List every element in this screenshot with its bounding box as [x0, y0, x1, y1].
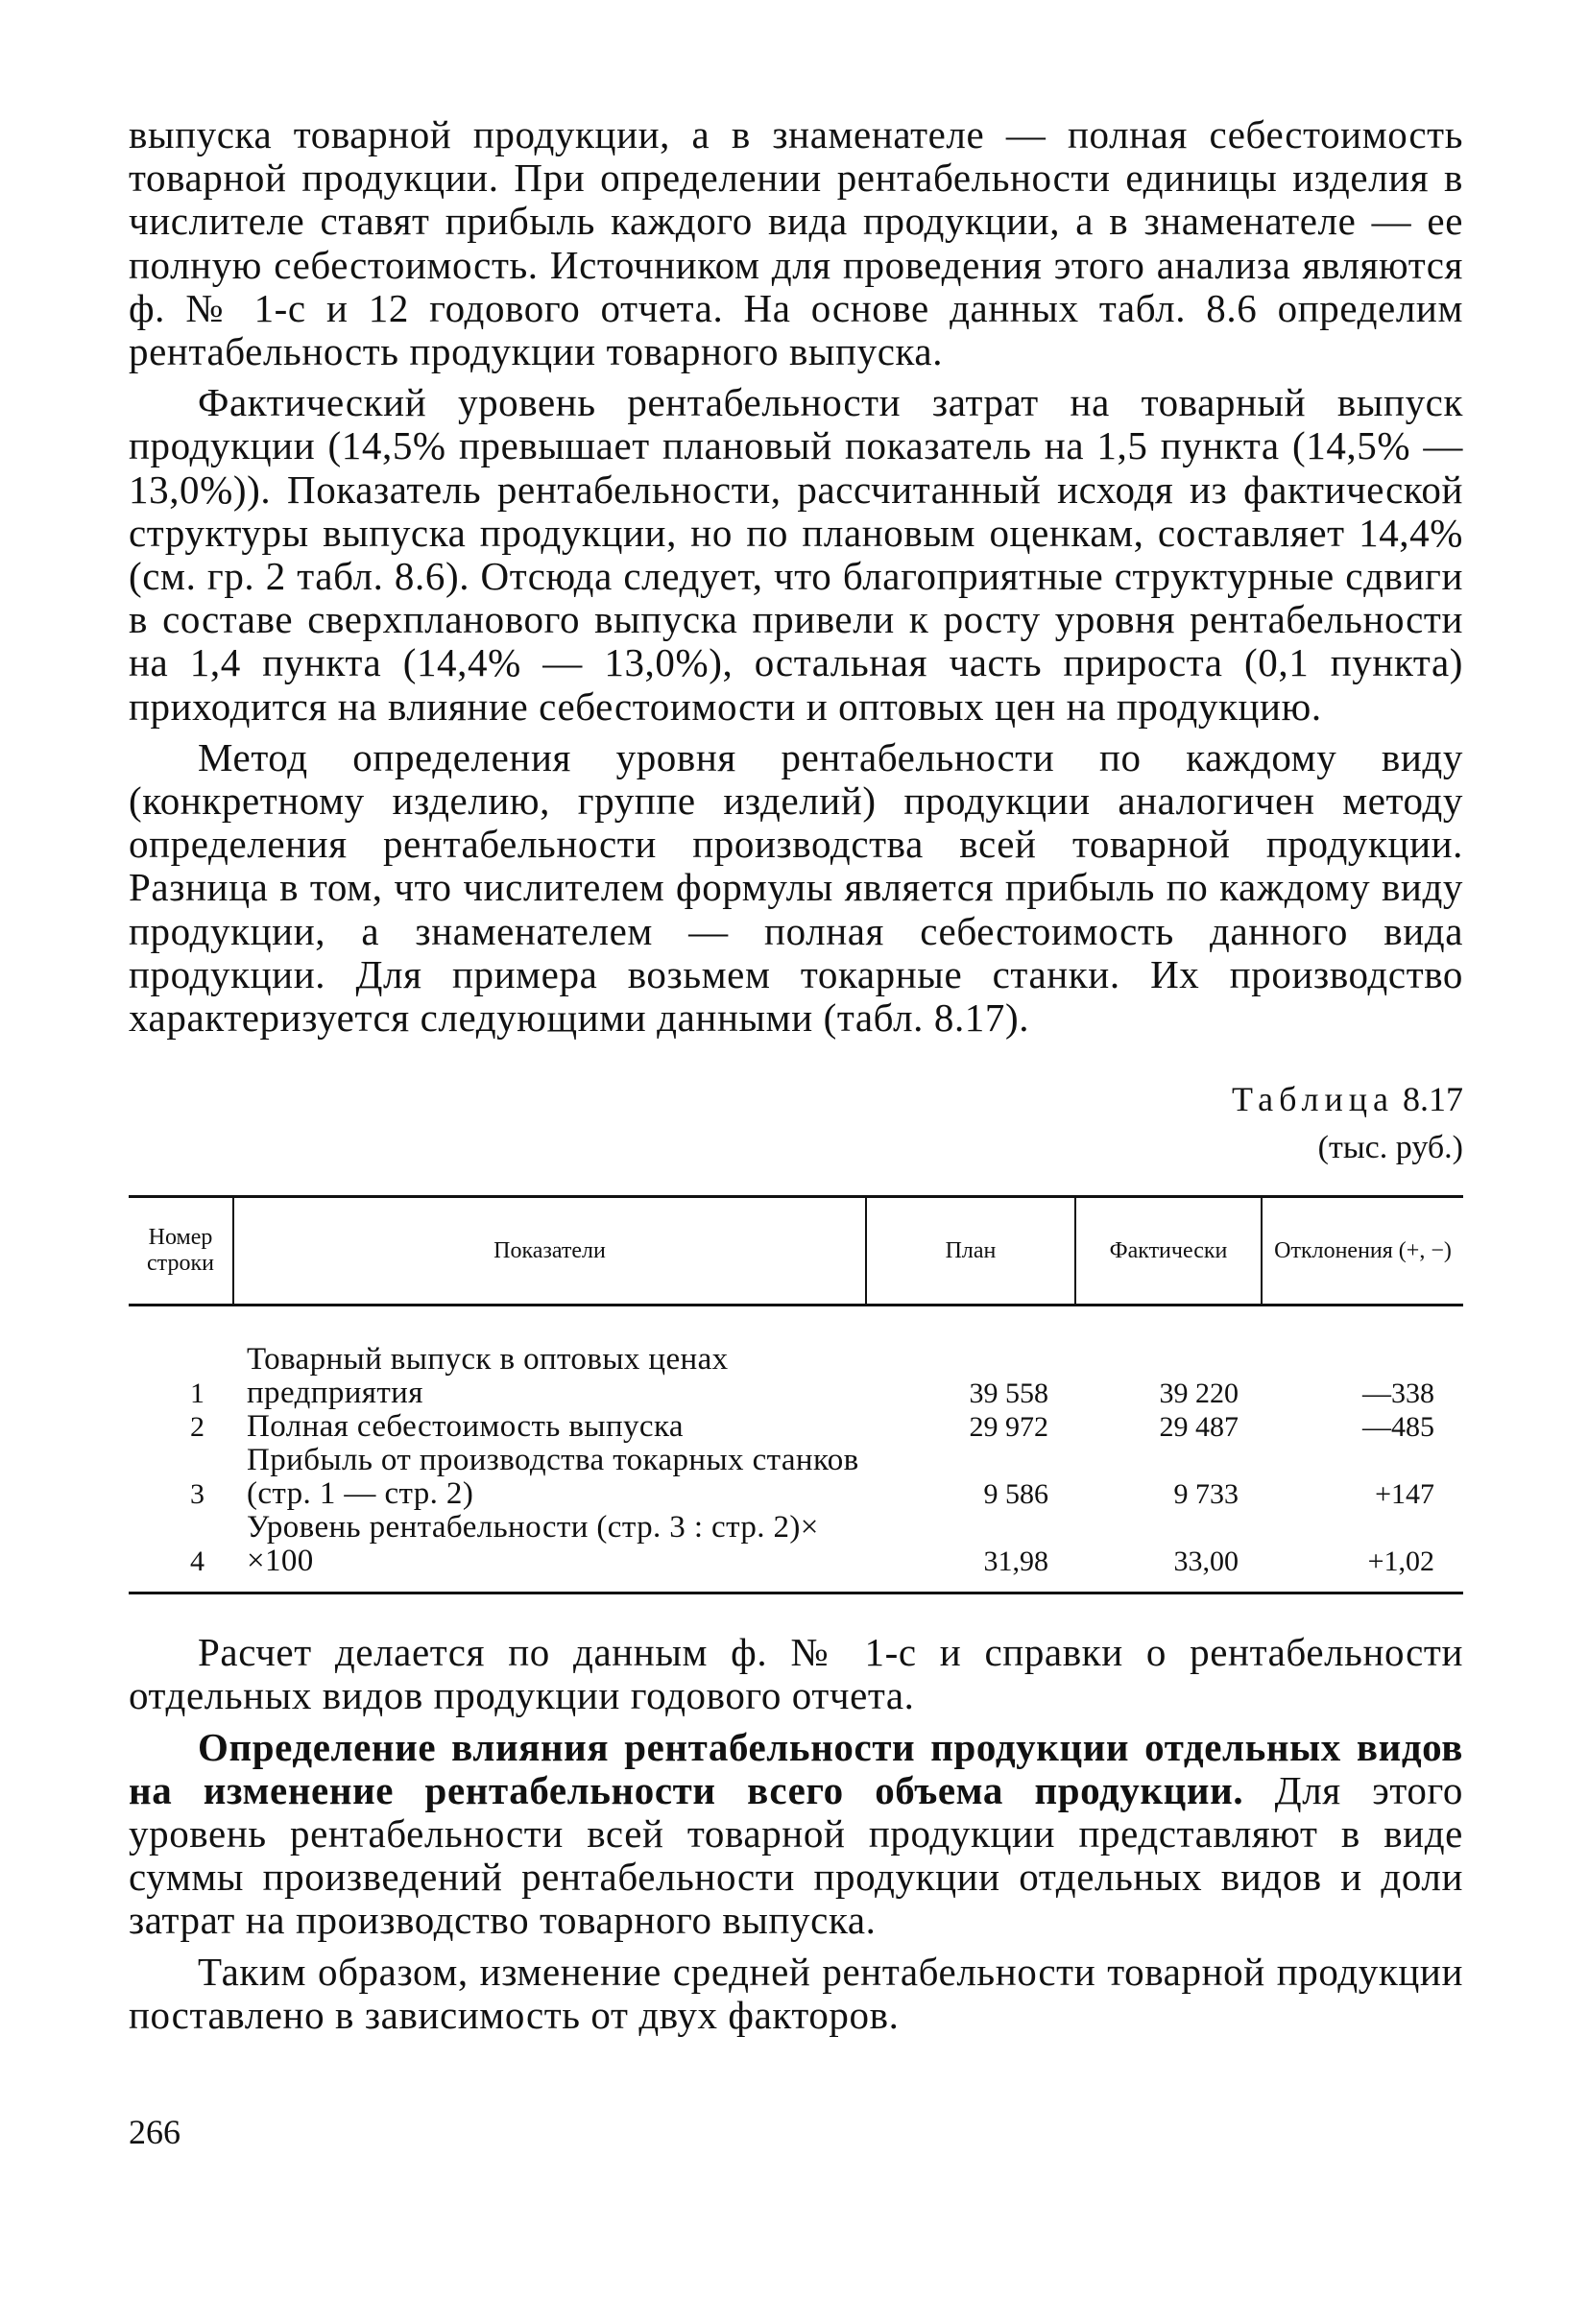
- row-indicator: Товарный выпуск в оптовых ценах предприятия: [247, 1342, 729, 1411]
- row-number: 1: [190, 1378, 205, 1410]
- paragraph-5-heading: Определение влияния рентабельности продукции отдельных видов на изменение рентабельности всего объема продукции.: [129, 1724, 1463, 1812]
- row-number: 3: [190, 1478, 205, 1511]
- header-plan: План: [866, 1197, 1075, 1306]
- row-plan: 29 972: [969, 1411, 1048, 1444]
- paragraph-6: Таким образом, изменение средней рентабельности товарной продукции поставлено в зависимость от двух факторов.: [129, 1949, 1463, 2037]
- row-deviation: —485: [1362, 1411, 1434, 1444]
- header-row-number: Номер строки: [129, 1197, 233, 1306]
- row-plan: 39 558: [969, 1378, 1048, 1410]
- row-plan: 31,98: [866, 1511, 1075, 1593]
- row-actual: 39 220: [1159, 1378, 1239, 1410]
- header-actual: Фактически: [1075, 1197, 1262, 1306]
- table-row: [129, 1511, 1463, 1593]
- table-unit: (тыс. руб.): [1317, 1130, 1463, 1166]
- header-indicators: Показатели: [233, 1197, 866, 1306]
- row-deviation: +147: [1375, 1478, 1434, 1511]
- header-deviation: Отклонения (+, −): [1262, 1197, 1463, 1306]
- row-deviation: +1,02: [1262, 1511, 1463, 1593]
- page-content: [129, 113, 1463, 2037]
- row-number: 4: [129, 1511, 233, 1593]
- row-actual: 9 733: [1173, 1478, 1239, 1511]
- paragraph-5-text: Для этого уровень рентабельности всей товарной продукции представляют в виде суммы произведений рентабельности продукции отдельных видов и доли затрат на производство товарного выпуска.: [129, 1767, 1463, 1943]
- table-row: [129, 1410, 1463, 1444]
- page-number: 266: [129, 2113, 180, 2151]
- paragraph-3: Метод определения уровня рентабельности по каждому виду (конкретному изделию, группе изделий) продукции аналогичен методу определения рентабельности производства всей товарной продукции. Разница в том, что числителем формулы является прибыль по каждому виду продукции, а знаменателем — полная себестоимость данного вида продукции. Для примера возьмем токарные станки. Их производство характеризуется следующими данными (табл. 8.17).: [129, 734, 1463, 1041]
- data-table: [129, 1195, 1463, 1594]
- table-header-row: [129, 1197, 1463, 1306]
- row-deviation: —338: [1362, 1378, 1434, 1410]
- row-actual: 33,00: [1075, 1511, 1262, 1593]
- table-caption-number: 8.17: [1403, 1080, 1463, 1119]
- row-actual: 29 487: [1159, 1411, 1239, 1444]
- row-plan: 9 586: [983, 1478, 1048, 1511]
- row-indicator: Уровень рентабельности (стр. 3 : стр. 2)× ×100: [233, 1511, 866, 1593]
- row-indicator: Полная себестоимость выпуска: [247, 1409, 684, 1445]
- row-indicator: Прибыль от производства токарных станков (стр. 1 — стр. 2): [247, 1443, 859, 1512]
- table-row: [129, 1444, 1463, 1511]
- table-caption: [129, 1078, 1463, 1120]
- paragraph-1: выпуска товарной продукции, а в знаменателе — полная себестоимость товарной продукции. При определении рентабельности единицы изделия в числителе ставят прибыль каждого вида продукции, а в знаменателе — ее полную себестоимость. Источником для проведения этого анализа являются ф. № 1-с и 12 годового отчета. На основе данных табл. 8.6 определим рентабельность продукции товарного выпуска.: [129, 112, 1463, 374]
- paragraph-2: Фактический уровень рентабельности затрат на товарный выпуск продукции (14,5% превышает плановый показатель на 1,5 пункта (14,5% — 13,0%)). Показатель рентабельности, рассчитанный исходя из фактической структуры выпуска продукции, но по плановым оценкам, составляет 14,4% (см. гр. 2 табл. 8.6). Отсюда следует, что благоприятные структурные сдвиги в составе сверхпланового выпуска привели к росту уровня рентабельности на 1,4 пункта (14,4% — 13,0%), остальная часть прироста (0,1 пункта) приходится на влияние себестоимости и оптовых цен на продукцию.: [129, 380, 1463, 729]
- table-row: [129, 1306, 1463, 1411]
- table-caption-word: Таблица: [1232, 1080, 1394, 1119]
- row-number: 2: [190, 1411, 205, 1444]
- paragraph-4: Расчет делается по данным ф. № 1-с и справки о рентабельности отдельных видов продукции годового отчета.: [129, 1630, 1463, 1718]
- paragraph-5: [129, 1726, 1463, 1943]
